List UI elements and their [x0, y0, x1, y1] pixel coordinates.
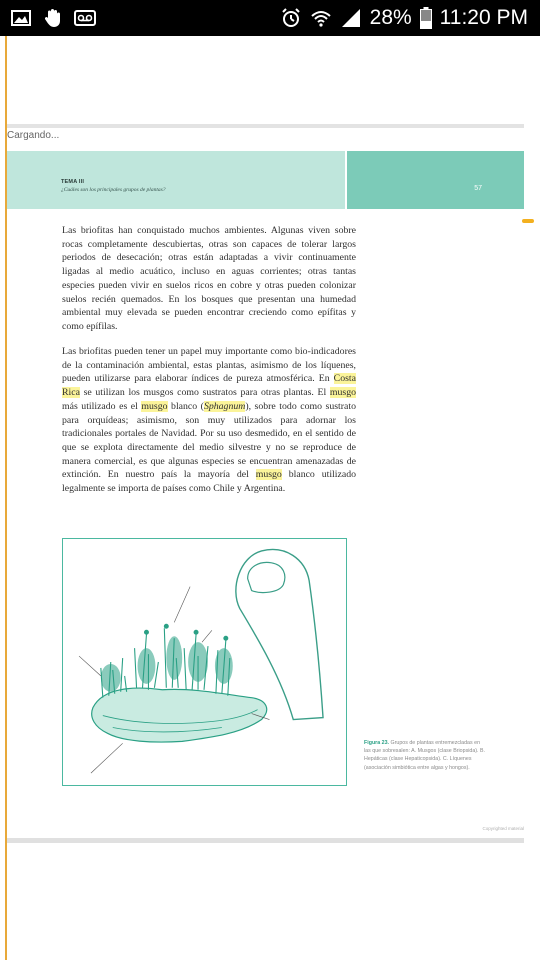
text-run: más utilizado es el: [62, 400, 142, 412]
previous-page: [7, 36, 524, 128]
figure-caption: [364, 739, 488, 772]
clock: 11:20 PM: [439, 6, 528, 29]
status-bar: [0, 0, 540, 36]
page-number: 57: [474, 185, 482, 192]
moss-illustration: [63, 539, 346, 785]
current-page: [7, 148, 524, 843]
page-header: [7, 151, 524, 209]
battery-icon: [420, 7, 432, 29]
search-highlight: musgo: [141, 400, 168, 412]
caption-title: Figura 23.: [364, 740, 390, 746]
signal-icon: [340, 7, 362, 29]
search-highlight: Sphagnum: [203, 400, 246, 412]
wifi-icon: [310, 7, 332, 29]
page-header-left: [7, 151, 347, 209]
image-icon: [10, 7, 32, 29]
figure-illustration: [62, 538, 347, 786]
search-highlight: musgo: [255, 469, 282, 481]
paragraph-1: Las briofitas han conquistado muchos ambientes. Algunas viven sobre rocas completamente descubiertas, otras son capaces de tolerar largos periodos de desecación; otras están adaptadas a vivir continuamente ligadas al medio acuático, incluso en aguas corrientes; otras tantas especies pueden vivir en suelos ricos en cobre y otras pueden colonizar suelos recién quemados. En los bosques que presentan una humedad ambiental muy elevada se pueden encontrar creciendo como epífitas y como epífilas.: [62, 225, 356, 332]
search-highlight: musgo: [329, 387, 356, 399]
voicemail-icon: [74, 7, 96, 29]
copyright-notice: Copyrighted material: [482, 826, 524, 831]
next-page: [7, 846, 524, 960]
text-run: se utilizan los musgos como sustratos para otras plantas. El: [79, 387, 330, 399]
scroll-thumb[interactable]: [522, 219, 534, 223]
search-highlight: Costa Rica: [62, 373, 356, 399]
loading-label: Cargando...: [7, 130, 60, 141]
hand-icon: [42, 7, 64, 29]
text-run: blanco utilizado legalmente se importa de países como Chile y Argentina.: [62, 469, 356, 495]
theme-label: TEMA III: [61, 179, 85, 185]
text-run: ), sobre todo como sustrato para orquídeas; asimismo, son muy utilizados para adornar los tradicionales portales de Navidad. Por su uso desmedido, en el sentido de que se explota directamente del medio silvestre y no se reproduce de manera comercial, es que algunas especies se encuentran amenazadas de extinción. En nuestro país la mayoría del: [62, 400, 357, 481]
text-run: Las briofitas pueden tener un papel muy importante como bio-indicadores de la contaminación ambiental, estas plantas, asimismo de los líquenes, pueden utilizarse para elaborar índices de pureza atmosférica. En: [62, 346, 356, 385]
page-header-right: [347, 151, 524, 209]
document-viewer[interactable]: [0, 36, 540, 960]
text-run: blanco (: [167, 400, 204, 412]
caption-text: Grupos de plantas entremezcladas en las que sobresalen: A. Musgos (clase Briopsida). B. Hepáticas (clase Hepaticopsida). C. Líquenes (asociación simbiótica entre algas y hongos).: [364, 740, 486, 771]
paragraph-2: [62, 345, 356, 496]
theme-subtitle: ¿Cuáles son los principales grupos de plantas?: [61, 187, 166, 193]
battery-percent: 28%: [369, 6, 412, 29]
alarm-icon: [280, 7, 302, 29]
